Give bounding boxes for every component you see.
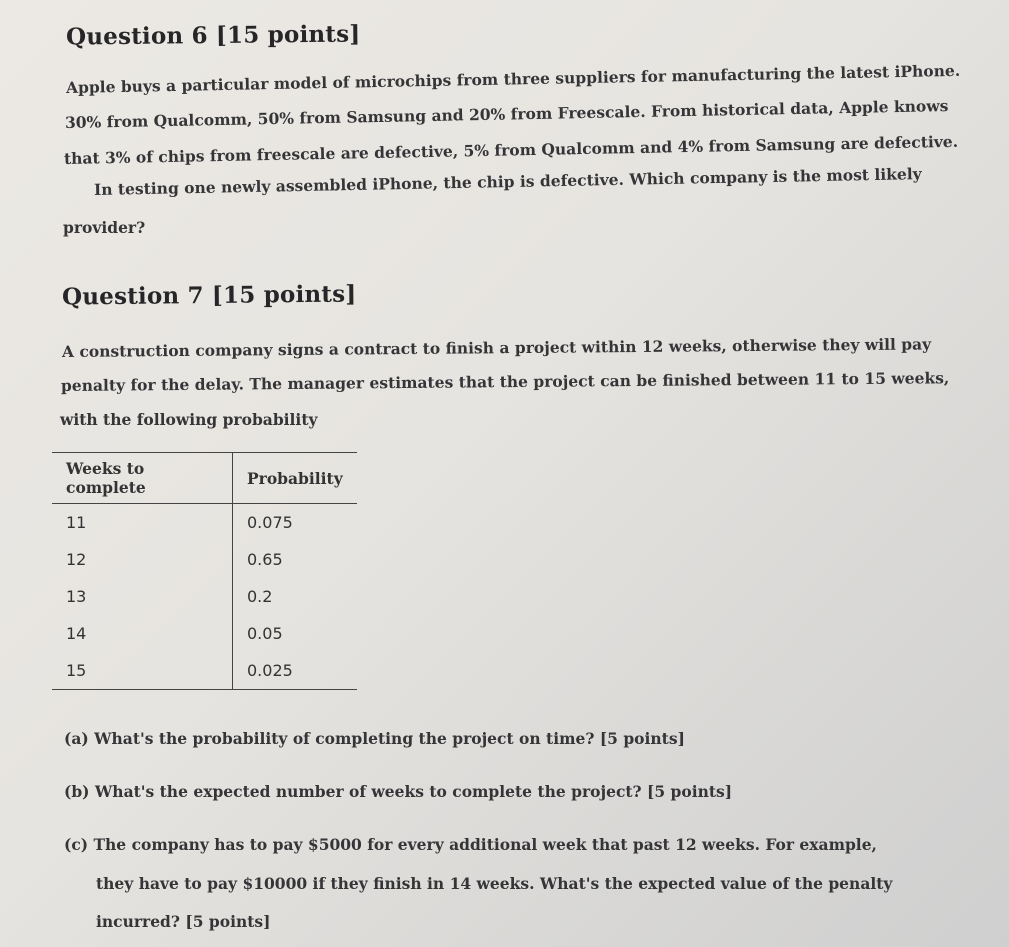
table-row <box>52 541 357 578</box>
cell-weeks: 15 <box>52 652 233 690</box>
cell-weeks: 14 <box>52 615 233 652</box>
header-weeks: Weeks to complete <box>52 453 233 504</box>
question-7-line-3: with the following probability <box>60 410 318 429</box>
cell-probability: 0.65 <box>247 550 283 569</box>
cell-probability: 0.2 <box>247 587 273 606</box>
cell-weeks: 13 <box>52 578 233 615</box>
question-6-line-3: that 3% of chips from freescale are defective, 5% from Qualcomm and 4% from Samsung are defective. <box>63 131 959 168</box>
question-7-line-1: A construction company signs a contract to finish a project within 12 weeks, otherwise they will pay <box>61 334 932 361</box>
cell-weeks: 12 <box>52 541 233 578</box>
question-7-part-c-line-2: they have to pay $10000 if they finish in 14 weeks. What's the expected value of the penalty <box>96 874 893 893</box>
question-6-line-1: Apple buys a particular model of microchips from three suppliers for manufacturing the latest iPhone. <box>65 60 961 97</box>
probability-table <box>52 452 357 690</box>
header-probability: Probability <box>233 453 358 504</box>
question-6-line-2: 30% from Qualcomm, 50% from Samsung and 20% from Freescale. From historical data, Apple knows <box>64 96 949 132</box>
question-7-part-b: (b) What's the expected number of weeks to complete the project? [5 points] <box>64 782 733 801</box>
cell-probability: 0.025 <box>233 652 358 690</box>
question-7-part-a: (a) What's the probability of completing the project on time? [5 points] <box>64 729 685 748</box>
table-header-row <box>52 453 357 504</box>
question-6-line-5: provider? <box>63 218 146 237</box>
question-7-line-2: penalty for the delay. The manager estimates that the project can be finished between 11 to 15 weeks, <box>60 368 950 395</box>
question-7-part-c-line-3: incurred? [5 points] <box>96 912 271 931</box>
cell-probability: 0.05 <box>247 624 283 643</box>
cell-probability: 0.075 <box>247 513 293 532</box>
table-row <box>52 615 357 652</box>
cell-weeks: 11 <box>52 504 233 542</box>
table-row <box>52 578 357 615</box>
question-6-line-4: In testing one newly assembled iPhone, the chip is defective. Which company is the most likely <box>93 164 922 199</box>
table-row <box>52 652 357 690</box>
table-row <box>52 504 357 542</box>
question-7-part-c-line-1: (c) The company has to pay $5000 for every additional week that past 12 weeks. For example, <box>64 835 877 854</box>
question-6-title: Question 6 [15 points] <box>65 20 361 51</box>
question-7-title: Question 7 [15 points] <box>61 280 357 311</box>
